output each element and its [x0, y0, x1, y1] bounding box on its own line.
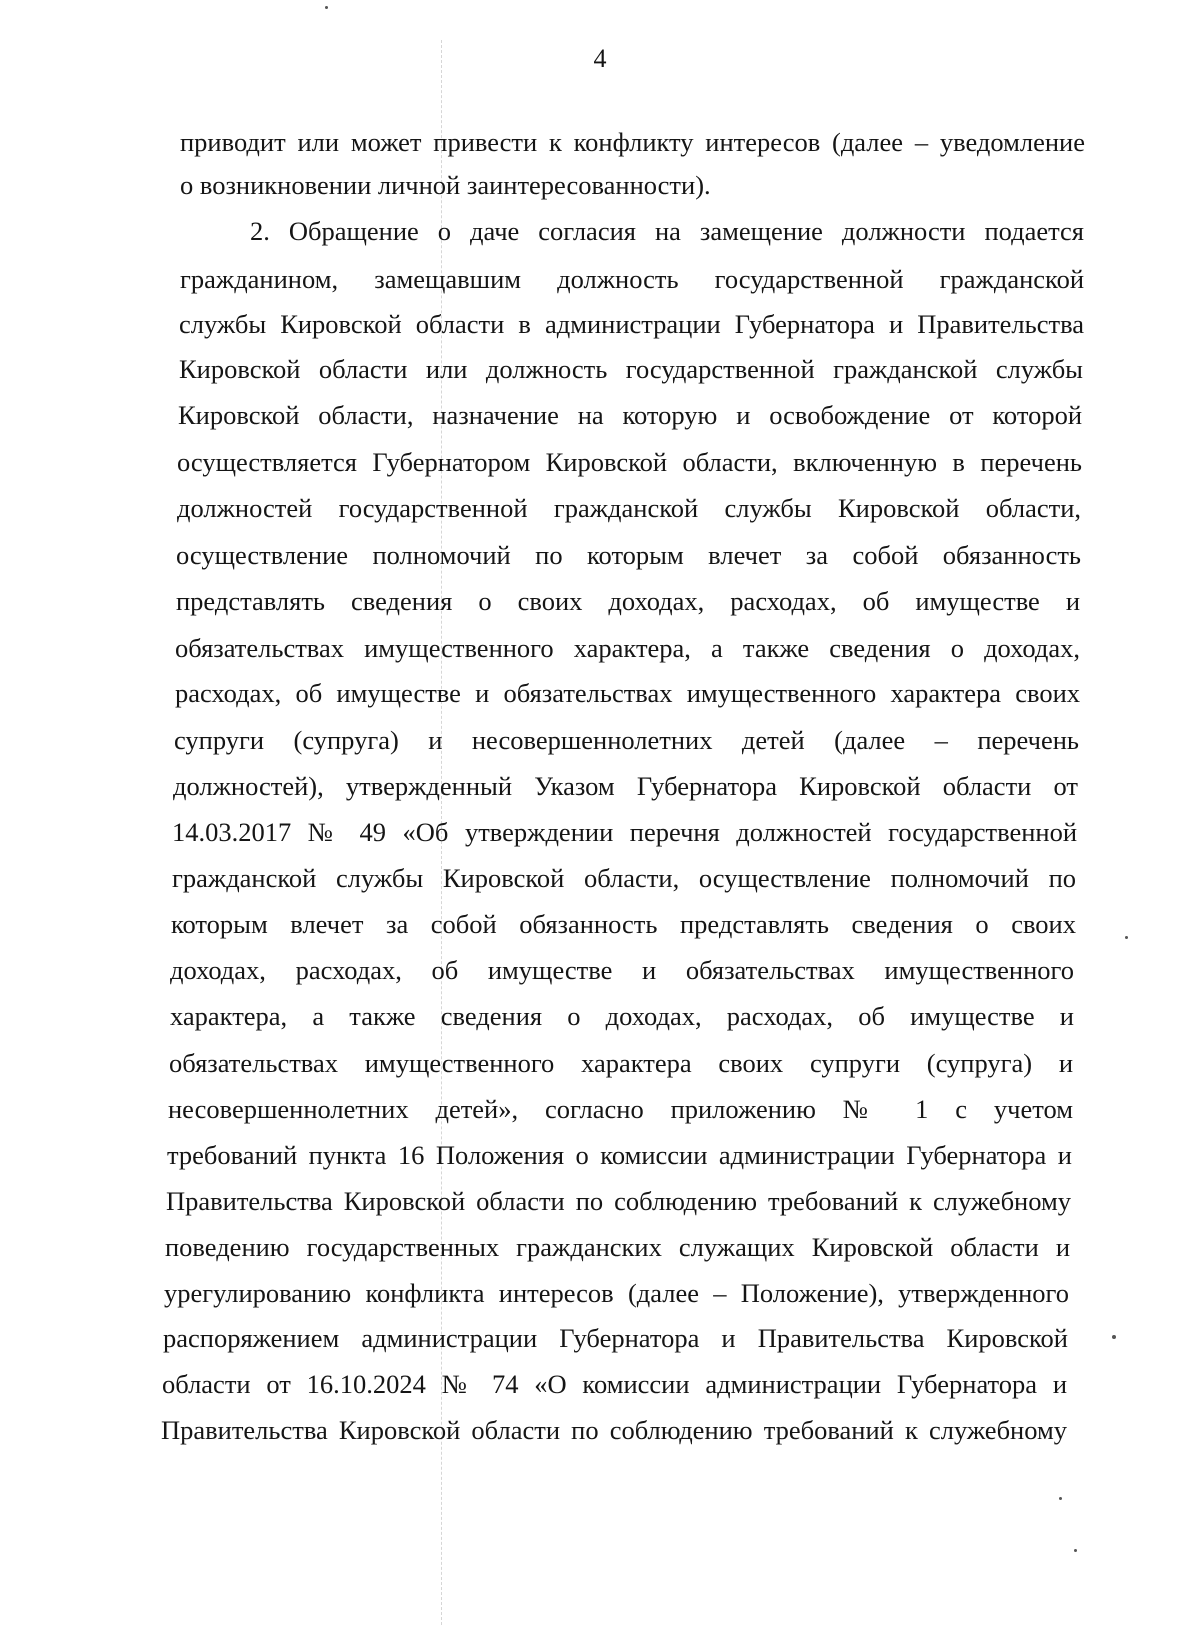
text-line: Кировской области, назначение на которую и освобождение от которой [178, 400, 1082, 430]
page-number: 4 [593, 44, 607, 73]
text-line: Правительства Кировской области по соблюдению требований к служебному [161, 1415, 1067, 1445]
scan-speck [1125, 936, 1128, 939]
text-line: гражданской службы Кировской области, осуществление полномочий по [172, 863, 1076, 893]
text-line: Правительства Кировской области по соблюдению требований к служебному [166, 1186, 1071, 1216]
text-line: доходах, расходах, об имуществе и обязательствах имущественного [170, 955, 1074, 985]
text-line: области от 16.10.2024 № 74 «О комиссии администрации Губернатора и [162, 1369, 1067, 1399]
paragraph-first-line: 2. Обращение о даче согласия на замещение должности подается [250, 216, 1084, 246]
text-line: приводит или может привести к конфликту интересов (далее – уведомление [180, 127, 1085, 157]
text-line: характера, а также сведения о доходах, расходах, об имуществе и [170, 1001, 1074, 1031]
text-line: должностей государственной гражданской службы Кировской области, [177, 493, 1081, 523]
scan-speck [1059, 1497, 1062, 1500]
text-line: требований пункта 16 Положения о комиссии администрации Губернатора и [167, 1140, 1072, 1170]
text-line: осуществление полномочий по которым влечет за собой обязанность [176, 540, 1081, 570]
text-line: службы Кировской области в администрации Губернатора и Правительства [179, 309, 1084, 339]
text-line: 14.03.2017 № 49 «Об утверждении перечня должностей государственной [172, 817, 1077, 847]
text-line: распоряжением администрации Губернатора и Правительства Кировской [163, 1323, 1068, 1353]
text-line: должностей), утвержденный Указом Губернатора Кировской области от [173, 771, 1078, 801]
text-line: Кировской области или должность государственной гражданской службы [179, 354, 1083, 384]
text-line: урегулированию конфликта интересов (далее – Положение), утвержденного [164, 1278, 1069, 1308]
text-line: несовершеннолетних детей», согласно приложению № 1 с учетом [168, 1094, 1073, 1124]
scan-speck [1112, 1335, 1116, 1339]
text-line: обязательствах имущественного характера, а также сведения о доходах, [175, 633, 1080, 663]
text-line: обязательствах имущественного характера своих супруги (супруга) и [169, 1048, 1073, 1078]
text-line: представлять сведения о своих доходах, расходах, об имуществе и [176, 586, 1080, 616]
text-line: гражданином, замещавшим должность государственной гражданской [180, 264, 1084, 294]
text-line: осуществляется Губернатором Кировской области, включенную в перечень [177, 447, 1082, 477]
scan-speck [1074, 1549, 1077, 1552]
scan-speck [325, 6, 328, 9]
text-line: поведению государственных гражданских служащих Кировской области и [165, 1232, 1070, 1262]
text-line: которым влечет за собой обязанность представлять сведения о своих [171, 909, 1076, 939]
text-line: о возникновении личной заинтересованности). [180, 170, 711, 200]
text-line: расходах, об имуществе и обязательствах имущественного характера своих [175, 678, 1080, 708]
text-line: супруги (супруга) и несовершеннолетних детей (далее – перечень [174, 725, 1079, 755]
